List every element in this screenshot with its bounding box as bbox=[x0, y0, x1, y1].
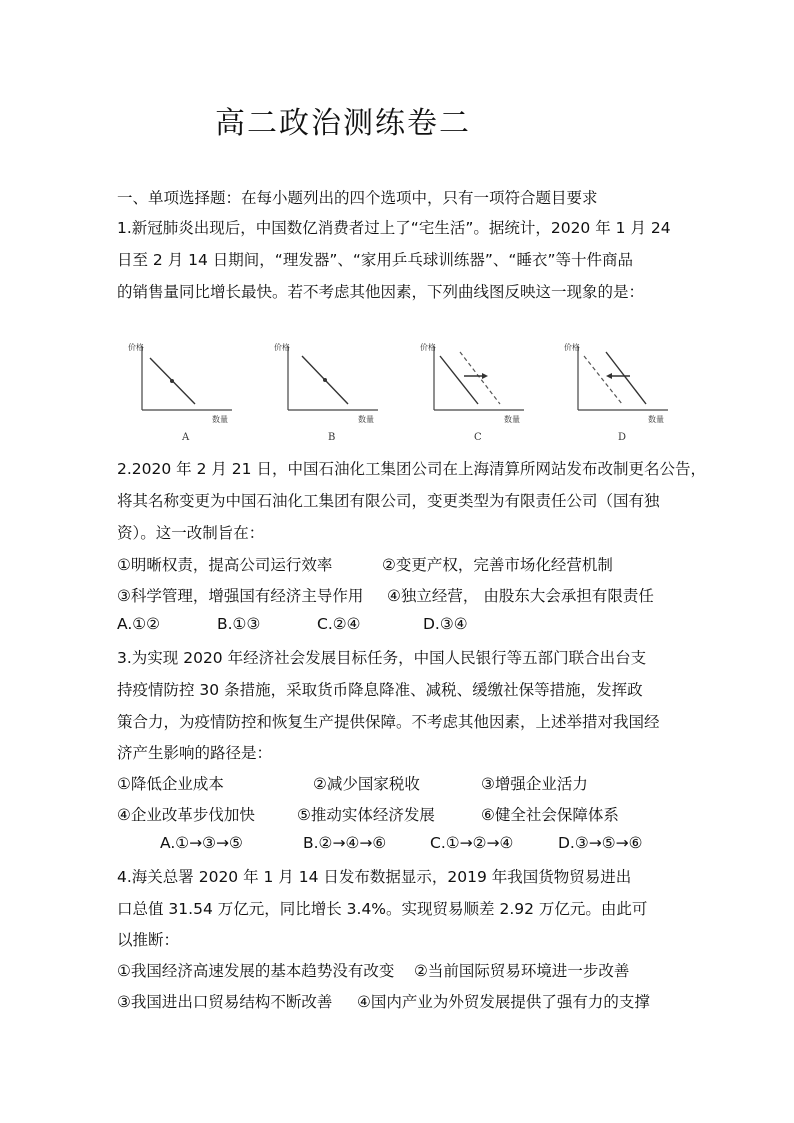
q2-options bbox=[117, 615, 677, 635]
demand-curve-original bbox=[440, 356, 478, 404]
q3-item-5: ⑤推动实体经济发展 bbox=[297, 806, 435, 824]
q4-line-1: 4.海关总署 2020 年 1 月 14 日发布数据显示，2019 年我国货物贸易进出 bbox=[117, 868, 632, 886]
arrow-right-icon bbox=[482, 373, 488, 379]
q3-line-3: 策合力，为疫情防控和恢复生产提供保障。不考虑其他因素，上述举措对我国经 bbox=[117, 713, 660, 731]
q2-line-2: 将其名称变更为中国石油化工集团有限公司，变更类型为有限责任公司（国有独 bbox=[117, 492, 660, 510]
q3-items-row-1 bbox=[117, 772, 677, 792]
graph-a-svg bbox=[120, 338, 240, 448]
arrow-left-icon bbox=[606, 373, 612, 379]
graph-c bbox=[412, 338, 532, 448]
q2-option-b[interactable]: B.①③ bbox=[217, 615, 261, 633]
y-label: 价格 bbox=[420, 343, 436, 352]
graph-caption: D bbox=[618, 432, 627, 443]
q4-items-row-1 bbox=[117, 959, 677, 979]
q4-line-2: 口总值 31.54 万亿元，同比增长 3.4%。实现贸易顺差 2.92 万亿元。由此可 bbox=[117, 900, 648, 918]
q3-option-a[interactable]: A.①→③→⑤ bbox=[160, 834, 243, 852]
x-label: 数量 bbox=[212, 415, 228, 424]
q1-graphs bbox=[120, 338, 680, 448]
q2-item-2: ②变更产权，完善市场化经营机制 bbox=[382, 556, 613, 574]
graph-caption: A bbox=[182, 432, 190, 443]
q2-line-1: 2.2020 年 2 月 21 日，中国石油化工集团公司在上海清算所网站发布改制更名公告， bbox=[117, 460, 706, 478]
q2-line-3: 资）。这一改制旨在： bbox=[117, 524, 265, 542]
q3-item-4: ④企业改革步伐加快 bbox=[117, 806, 255, 824]
curve-point bbox=[170, 379, 174, 383]
section-heading: 一、单项选择题：在每小题列出的四个选项中，只有一项符合题目要求 bbox=[117, 189, 598, 207]
y-label: 价格 bbox=[128, 343, 144, 352]
q4-item-2: ②当前国际贸易环境进一步改善 bbox=[414, 962, 630, 980]
q3-items-row-2 bbox=[117, 803, 677, 823]
q2-option-c[interactable]: C.②④ bbox=[317, 615, 361, 633]
q4-items-row-2 bbox=[117, 990, 677, 1010]
page-title: 高二政治测练卷二 bbox=[215, 106, 471, 141]
graph-d bbox=[556, 338, 676, 448]
q3-line-4: 济产生影响的路径是： bbox=[117, 744, 273, 762]
q1-line-2: 日至 2 月 14 日期间，“理发器”、“家用乒乓球训练器”、“睡衣”等十件商品 bbox=[117, 251, 633, 269]
q2-item-4: ④独立经营， 由股东大会承担有限责任 bbox=[387, 587, 654, 605]
q2-items-row-2 bbox=[117, 584, 677, 604]
y-label: 价格 bbox=[274, 343, 290, 352]
q4-line-3: 以推断： bbox=[117, 931, 180, 949]
graph-caption: B bbox=[328, 432, 336, 443]
q3-item-2: ②减少国家税收 bbox=[313, 775, 420, 793]
q4-item-1: ①我国经济高速发展的基本趋势没有改变 bbox=[117, 962, 395, 980]
graph-c-svg bbox=[412, 338, 532, 448]
x-label: 数量 bbox=[358, 415, 374, 424]
q4-item-4: ④国内产业为外贸发展提供了强有力的支撑 bbox=[357, 993, 650, 1011]
q3-item-3: ③增强企业活力 bbox=[481, 775, 588, 793]
q1-line-1: 1.新冠肺炎出现后，中国数亿消费者过上了“宅生活”。据统计，2020 年 1 月 24 bbox=[117, 219, 671, 237]
q3-line-1: 3.为实现 2020 年经济社会发展目标任务，中国人民银行等五部门联合出台支 bbox=[117, 649, 647, 667]
q3-option-b[interactable]: B.②→④→⑥ bbox=[303, 834, 387, 852]
q4-item-3: ③我国进出口贸易结构不断改善 bbox=[117, 993, 333, 1011]
q3-options bbox=[160, 834, 680, 854]
q3-item-6: ⑥健全社会保障体系 bbox=[481, 806, 619, 824]
y-label: 价格 bbox=[564, 343, 580, 352]
q2-items-row-1 bbox=[117, 553, 677, 573]
graph-b bbox=[266, 338, 386, 448]
q3-option-d[interactable]: D.③→⑤→⑥ bbox=[558, 834, 643, 852]
graph-d-svg bbox=[556, 338, 676, 448]
x-label: 数量 bbox=[504, 415, 520, 424]
q3-line-2: 持疫情防控 30 条措施，采取货币降息降准、减税、缓缴社保等措施，发挥政 bbox=[117, 681, 643, 699]
q2-option-a[interactable]: A.①② bbox=[117, 615, 161, 633]
demand-curve-original bbox=[584, 356, 622, 404]
q3-option-c[interactable]: C.①→②→④ bbox=[430, 834, 514, 852]
q1-line-3: 的销售量同比增长最快。若不考虑其他因素，下列曲线图反映这一现象的是： bbox=[117, 283, 645, 301]
curve-point bbox=[323, 378, 327, 382]
q2-item-1: ①明晰权责，提高公司运行效率 bbox=[117, 556, 333, 574]
demand-curve-shifted bbox=[460, 352, 500, 404]
graph-b-svg bbox=[266, 338, 386, 448]
q3-item-1: ①降低企业成本 bbox=[117, 775, 224, 793]
graph-a bbox=[120, 338, 240, 448]
q2-option-d[interactable]: D.③④ bbox=[423, 615, 468, 633]
graph-caption: C bbox=[474, 432, 482, 443]
q2-item-3: ③科学管理，增强国有经济主导作用 bbox=[117, 587, 364, 605]
x-label: 数量 bbox=[648, 415, 664, 424]
